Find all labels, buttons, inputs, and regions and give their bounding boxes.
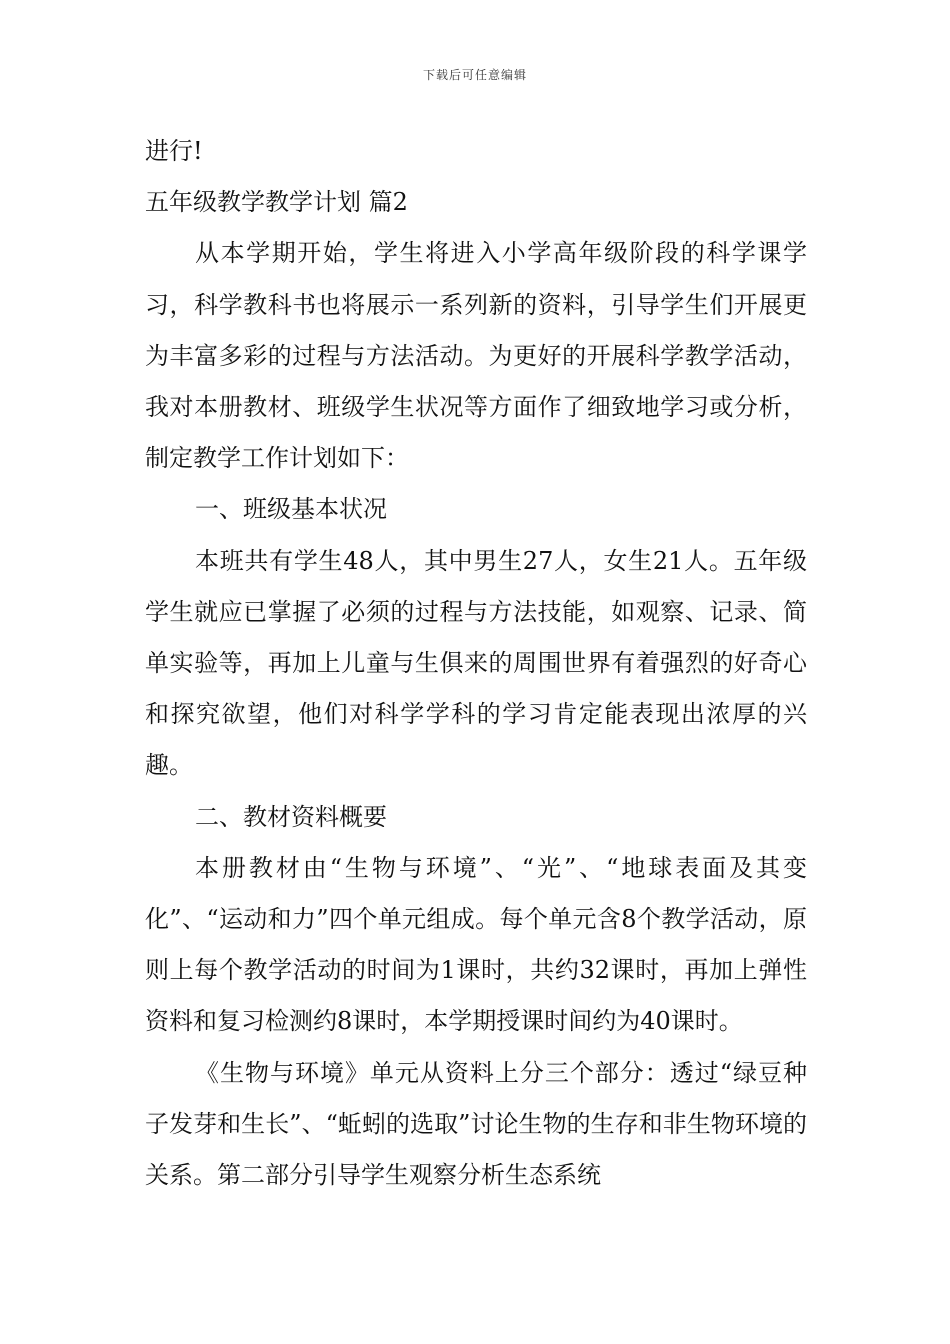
section-title: 五年级教学教学计划 篇2 (145, 188, 408, 217)
paragraph-unit-environment: 《生物与环境》单元从资料上分三个部分：透过“绿豆种子发芽和生长”、“蚯蚓的选取”讨论生物的生存和非生物环境的关系。第二部分引导学生观察分析生态系统 (145, 1058, 807, 1190)
paragraph-class-status: 本班共有学生48人，其中男生27人，女生21人。五年级学生就应已掌握了必须的过程与方法技能，如观察、记录、简单实验等，再加上儿童与生俱来的周围世界有着强烈的好奇心和探究欲望，他们对科学学科的学习肯定能表现出浓厚的兴趣。 (145, 546, 807, 780)
page-header: 下载后可任意编辑 (422, 68, 527, 82)
paragraph-intro: 从本学期开始，学生将进入小学高年级阶段的科学课学习，科学教科书也将展示一系列新的资料，引导学生们开展更为丰富多彩的过程与方法活动。为更好的开展科学教学活动，我对本册教材、班级学生状况等方面作了细致地学习或分析，制定教学工作计划如下： (145, 239, 807, 473)
heading-textbook-overview: 二、教材资料概要 (195, 802, 387, 831)
paragraph-continuation: 进行! (145, 137, 203, 165)
paragraph-textbook-overview: 本册教材由“生物与环境”、“光”、“地球表面及其变化”、“运动和力”四个单元组成。每个单元含8个教学活动，原则上每个教学活动的时间为1课时，共约32课时，再加上弹性资料和复习检测约8课时，本学期授课时间约为40课时。 (145, 853, 807, 1036)
heading-class-status: 一、班级基本状况 (195, 495, 387, 524)
document-body (145, 126, 807, 1201)
